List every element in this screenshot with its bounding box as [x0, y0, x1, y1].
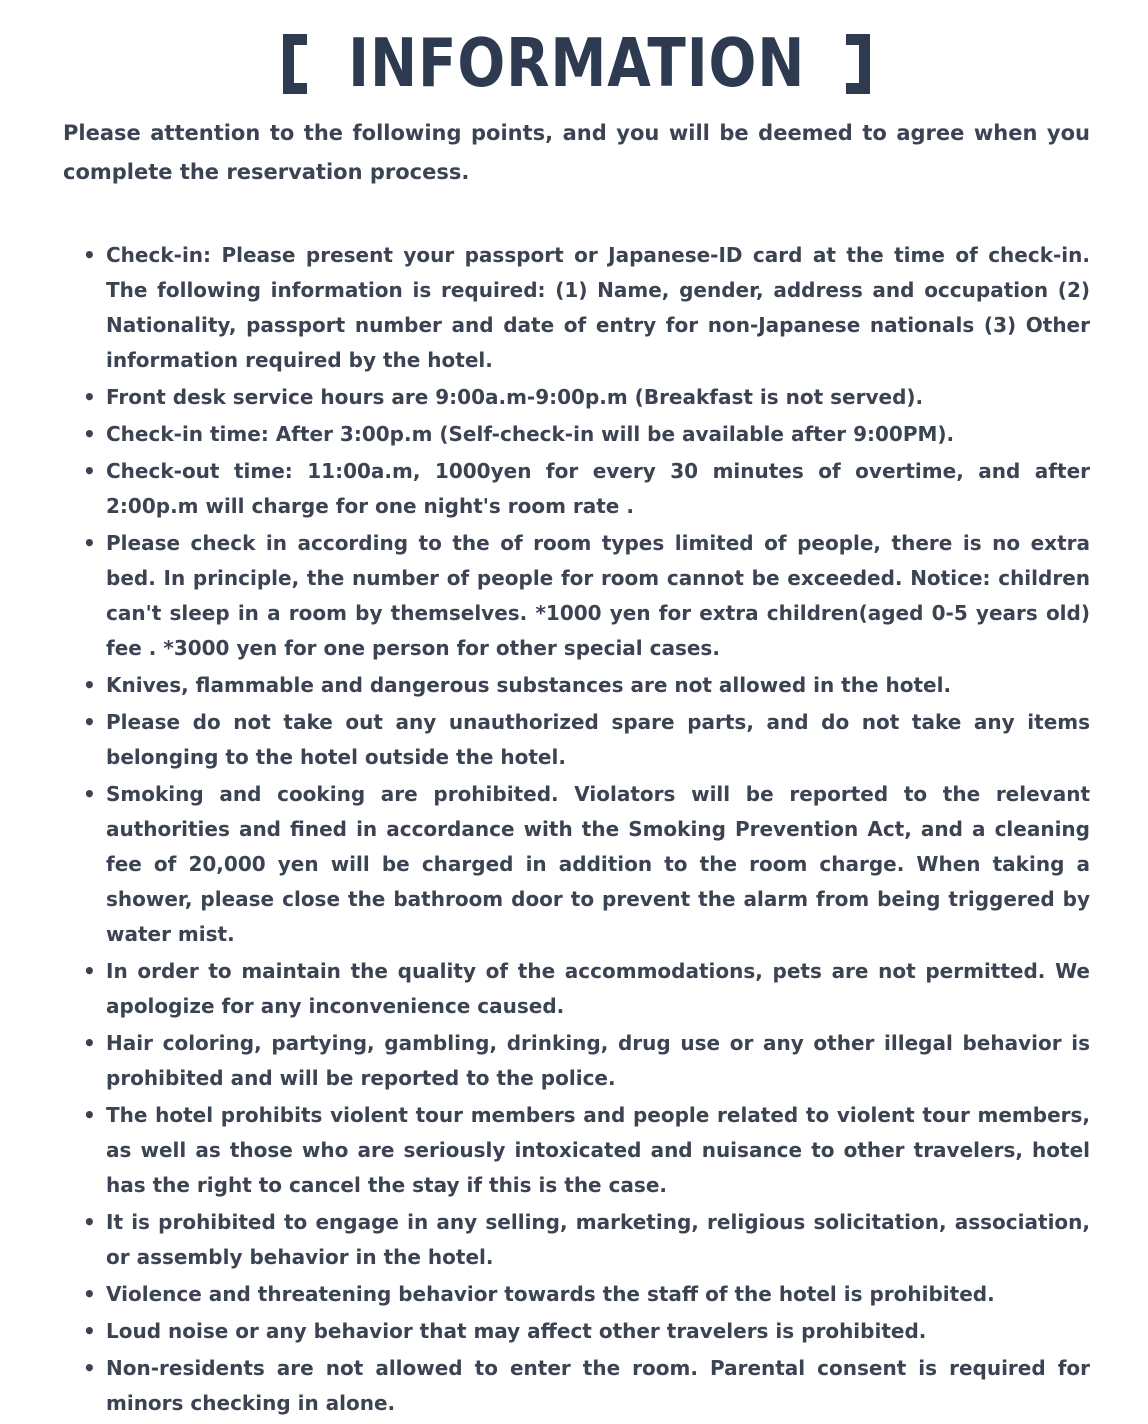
left-lenticular-bracket-icon	[283, 34, 307, 94]
list-item	[63, 1098, 1090, 1203]
list-item-text: Loud noise or any behavior that may affect other travelers is prohibited.	[106, 1319, 927, 1343]
list-item	[63, 380, 1090, 415]
bullet-icon: •	[83, 1103, 96, 1127]
bullet-icon: •	[83, 710, 96, 734]
list-item-text: Knives, flammable and dangerous substances are not allowed in the hotel.	[106, 673, 952, 697]
bullet-icon: •	[83, 385, 96, 409]
bullet-icon: •	[83, 243, 96, 267]
list-item	[63, 705, 1090, 775]
list-item-text: Hair coloring, partying, gambling, drinking, drug use or any other illegal behavior is prohibited and will be reported to the police.	[106, 1031, 1090, 1090]
list-item	[63, 668, 1090, 703]
bullet-icon: •	[83, 673, 96, 697]
list-item	[63, 1277, 1090, 1312]
page-title-text: INFORMATION	[347, 25, 806, 103]
bullet-icon: •	[83, 1210, 96, 1234]
bullet-icon: •	[83, 1282, 96, 1306]
bullet-icon: •	[83, 459, 96, 483]
bullet-icon: •	[83, 1319, 96, 1343]
list-item	[63, 417, 1090, 452]
right-lenticular-bracket-icon	[846, 34, 870, 94]
bullet-icon: •	[83, 959, 96, 983]
bullet-icon: •	[83, 422, 96, 446]
list-item-text: Front desk service hours are 9:00a.m-9:00p.m (Breakfast is not served).	[106, 385, 924, 409]
rules-list	[63, 238, 1090, 1421]
list-item-text: Check-in time: After 3:00p.m (Self-check-in will be available after 9:00PM).	[106, 422, 955, 446]
bullet-icon: •	[83, 531, 96, 555]
list-item-text: Please check in according to the of room types limited of people, there is no extra bed. In principle, the number of people for room cannot be exceeded. Notice: children can't sleep in a room by themselves. *1000 yen for extra children(aged 0-5 years old) fee . *3000 yen for one person for other special cases.	[106, 531, 1090, 660]
list-item	[63, 1205, 1090, 1275]
list-item	[63, 238, 1090, 378]
intro-text: Please attention to the following points, and you will be deemed to agree when you complete the reservation process.	[63, 121, 1090, 184]
bullet-icon: •	[83, 782, 96, 806]
list-item	[63, 777, 1090, 952]
list-item-text: The hotel prohibits violent tour members and people related to violent tour members, as well as those who are seriously intoxicated and nuisance to other travelers, hotel has the right to cancel the stay if this is the case.	[106, 1103, 1090, 1197]
list-item-text: Smoking and cooking are prohibited. Violators will be reported to the relevant authorities and fined in accordance with the Smoking Prevention Act, and a cleaning fee of 20,000 yen will be charged in addition to the room charge. When taking a shower, please close the bathroom door to prevent the alarm from being triggered by water mist.	[106, 782, 1090, 946]
list-item-text: Check-in: Please present your passport or Japanese-ID card at the time of check-in. The following information is required: (1) Name, gender, address and occupation (2) Nationality, passport number and date of entry for non-Japanese nationals (3) Other information required by the hotel.	[106, 243, 1090, 372]
list-item-text: In order to maintain the quality of the accommodations, pets are not permitted. We apologize for any inconvenience caused.	[106, 959, 1090, 1018]
list-item-text: Check-out time: 11:00a.m, 1000yen for every 30 minutes of overtime, and after 2:00p.m will charge for one night's room rate .	[106, 459, 1090, 518]
list-item-text: Violence and threatening behavior towards the staff of the hotel is prohibited.	[106, 1282, 995, 1306]
list-item	[63, 454, 1090, 524]
list-item	[63, 1314, 1090, 1349]
bullet-icon: •	[83, 1356, 96, 1380]
list-item	[63, 526, 1090, 666]
list-item-text: Non-residents are not allowed to enter the room. Parental consent is required for minors checking in alone.	[106, 1356, 1090, 1415]
list-item	[63, 954, 1090, 1024]
page-title	[63, 25, 1090, 103]
list-item-text: It is prohibited to engage in any selling, marketing, religious solicitation, association, or assembly behavior in the hotel.	[106, 1210, 1090, 1269]
list-item-text: Please do not take out any unauthorized spare parts, and do not take any items belonging to the hotel outside the hotel.	[106, 710, 1090, 769]
bullet-icon: •	[83, 1031, 96, 1055]
list-item	[63, 1351, 1090, 1421]
list-item	[63, 1026, 1090, 1096]
